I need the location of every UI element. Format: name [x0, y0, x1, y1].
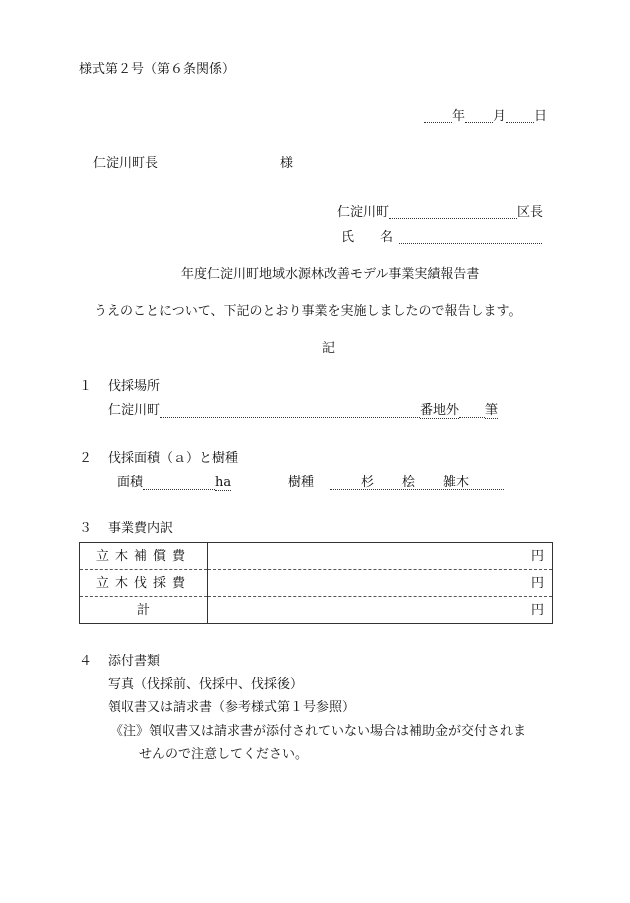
sec2-species-label: 樹種: [288, 475, 315, 490]
row-label-tachiki-bassai: 立木伐採費: [80, 570, 208, 597]
amount-cell-total[interactable]: [208, 597, 553, 624]
sec3-num: ３: [79, 521, 93, 536]
ki-heading: 記: [322, 341, 336, 356]
sec2-area-line: [117, 476, 231, 490]
yen-unit: 円: [530, 575, 544, 591]
sender-district-label: 区長: [517, 205, 544, 220]
attachment-photos: 写真（伐採前、伐採中、伐採後）: [108, 677, 304, 692]
row-label-total: 計: [80, 597, 208, 624]
intro-text: うえのことについて、下記のとおり事業を実施しましたので報告します。: [94, 304, 522, 319]
table-row: [80, 597, 553, 624]
sec1-num: １: [79, 379, 93, 394]
sec4-num: ４: [79, 654, 93, 669]
sec2-num: ２: [79, 451, 93, 466]
day-blank[interactable]: [506, 110, 534, 123]
sender-town: 仁淀川町: [337, 205, 390, 220]
sec1-banchi: 番地外: [420, 403, 460, 418]
sec2-heading: 伐採面積（ａ）と樹種: [108, 451, 239, 466]
yen-unit: 円: [530, 602, 544, 618]
sec2-area-label: 面積: [117, 475, 144, 490]
sender-name-label: 氏 名: [341, 230, 394, 245]
sender-name-line: [341, 231, 542, 244]
yen-unit: 円: [530, 548, 544, 564]
attachment-receipt: 領収書又は請求書（参考様式第１号参照）: [108, 700, 356, 715]
sec1-heading: 伐採場所: [108, 379, 161, 394]
sec1-town: 仁淀川町: [108, 403, 161, 418]
month-label: 月: [493, 109, 507, 124]
sec3-heading: 事業費内訳: [108, 521, 174, 536]
sec4-heading: 添付書類: [108, 654, 161, 669]
form-number: 様式第２号（第６条関係）: [79, 62, 236, 77]
species-hinoki: 桧: [402, 475, 416, 490]
location-blank[interactable]: [160, 405, 420, 418]
table-row: [80, 543, 553, 570]
sender-district-line: [337, 206, 543, 219]
year-blank[interactable]: [424, 110, 452, 123]
sec1-location-line: [108, 404, 498, 418]
area-blank[interactable]: [143, 477, 215, 490]
date-line: [424, 110, 547, 123]
day-label: 日: [534, 109, 548, 124]
hitsu-blank[interactable]: [459, 405, 485, 418]
note-line-2: せんので注意してください。: [139, 747, 309, 762]
species-sugi: 杉: [361, 475, 375, 490]
sec2-species-line: [330, 476, 504, 490]
month-blank[interactable]: [465, 110, 493, 123]
report-title: 年度仁淀川町地域水源林改善モデル事業実績報告書: [181, 267, 480, 282]
addressee-suffix: 様: [280, 156, 294, 171]
name-blank[interactable]: [399, 231, 542, 244]
amount-cell-tachiki-hosho[interactable]: [208, 543, 553, 570]
amount-cell-tachiki-bassai[interactable]: [208, 570, 553, 597]
year-label: 年: [452, 109, 466, 124]
cost-breakdown-table: [79, 542, 553, 624]
sec2-area-unit: ha: [215, 475, 232, 490]
sec1-hitsu: 筆: [485, 403, 499, 418]
row-label-tachiki-hosho: 立木補償費: [95, 548, 191, 564]
district-blank[interactable]: [389, 206, 517, 219]
species-zatsuboku: 雑木: [443, 475, 470, 490]
note-line-1: 《注》領収書又は請求書が添付されていない場合は補助金が交付されま: [110, 724, 527, 739]
table-row: [80, 570, 553, 597]
addressee-title: 仁淀川町長: [93, 156, 159, 171]
